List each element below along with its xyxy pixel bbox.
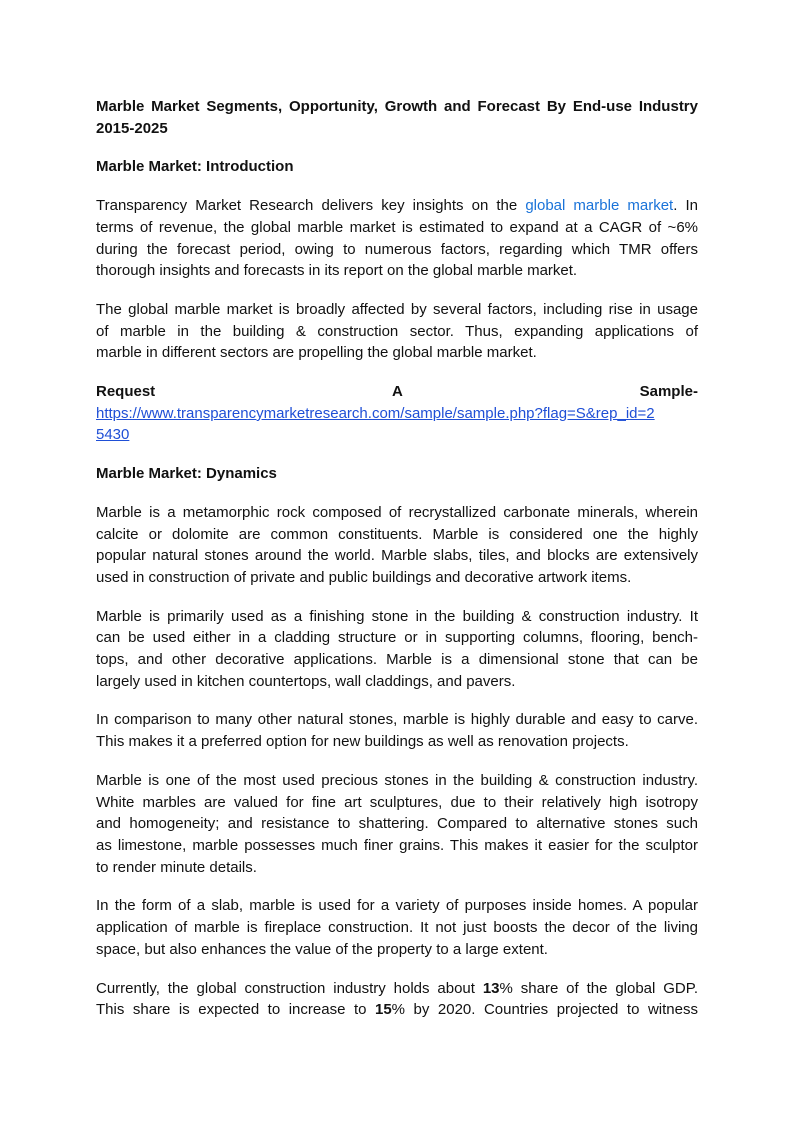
text: This share is expected to increase to	[96, 1001, 375, 1019]
text: Sample-	[639, 383, 698, 401]
text-line: Marble is primarily used as a finishing stone in the building & construction industry. It	[96, 607, 698, 625]
text-line	[96, 195, 698, 217]
dynamics-paragraph	[96, 895, 698, 960]
text: Currently, the global construction industry holds about	[96, 979, 483, 997]
text-line: used in construction of private and public buildings and decorative artwork items.	[96, 568, 632, 586]
text-line: of marble in the building & construction sector. Thus, expanding applications of	[96, 322, 698, 340]
text-line: as limestone, marble possesses much finer grains. This makes it easier for the sculptor	[96, 836, 698, 854]
text-line: popular natural stones around the world. Marble slabs, tiles, and blocks are extensively	[96, 547, 698, 565]
dynamics-paragraph	[96, 606, 698, 693]
text-line: during the forecast period, owing to numerous factors, regarding which TMR offers	[96, 240, 698, 258]
text-line: terms of revenue, the global marble market is estimated to expand at a CAGR of ~6%	[96, 218, 698, 236]
bold-number: 15	[374, 1001, 392, 1019]
text: % by 2020. Countries projected to witness	[391, 1001, 698, 1019]
text: . In	[673, 197, 698, 215]
text-line: calcite or dolomite are common constituents. Marble is considered one the highly	[96, 525, 698, 543]
text-line: largely used in kitchen countertops, wall claddings, and pavers.	[96, 672, 516, 690]
text-line: White marbles are valued for fine art sculptures, due to their relatively high isotropy	[96, 793, 698, 811]
text-line: can be used either in a cladding structure or in supporting columns, flooring, bench-	[96, 629, 698, 647]
text-line: In comparison to many other natural stones, marble is highly durable and easy to carve.	[96, 711, 698, 729]
request-sample-label	[96, 381, 698, 403]
text-line: to render minute details.	[96, 858, 257, 876]
title-line: 2015-2025	[96, 119, 168, 137]
intro-heading: Marble Market: Introduction	[96, 158, 294, 176]
bold-number: 13	[482, 979, 500, 997]
intro-paragraph-2	[96, 299, 698, 364]
gdp-paragraph	[96, 978, 698, 1021]
text-line: application of marble is fireplace construction. It not just boosts the decor of the living	[96, 919, 698, 937]
text-line	[96, 978, 698, 1000]
document-title	[96, 96, 698, 139]
text: A	[391, 383, 403, 401]
sample-url-link[interactable]: https://www.transparencymarketresearch.com/sample/sample.php?flag=S&rep_id=2	[96, 404, 655, 422]
text-line: Marble is a metamorphic rock composed of recrystallized carbonate minerals, wherein	[96, 503, 698, 521]
text-line: space, but also enhances the value of the property to a large extent.	[96, 940, 548, 958]
sample-url-link[interactable]: 5430	[96, 426, 130, 444]
document-page	[96, 96, 698, 1038]
text-line: tops, and other decorative applications. Marble is a dimensional stone that can be	[96, 651, 698, 669]
title-line: Marble Market Segments, Opportunity, Growth and Forecast By End-use Industry	[96, 98, 698, 115]
text-line: In the form of a slab, marble is used for a variety of purposes inside homes. A popular	[96, 897, 698, 915]
text-line: marble in different sectors are propelling the global marble market.	[96, 344, 537, 362]
dynamics-paragraph	[96, 502, 698, 589]
text-line: The global marble market is broadly affected by several factors, including rise in usage	[96, 300, 698, 318]
dynamics-paragraph	[96, 709, 698, 752]
text-line: thorough insights and forecasts in its report on the global marble market.	[96, 262, 578, 280]
global-marble-market-link[interactable]: global marble market	[525, 197, 674, 215]
text-line: and homogeneity; and resistance to shattering. Compared to alternative stones such	[96, 815, 698, 833]
dynamics-heading: Marble Market: Dynamics	[96, 465, 277, 483]
text-line	[96, 999, 698, 1021]
request-sample	[96, 381, 698, 446]
text: Transparency Market Research delivers key insights on the	[96, 197, 526, 215]
text: % share of the global GDP.	[499, 979, 698, 997]
text-line: This makes it a preferred option for new buildings as well as renovation projects.	[96, 733, 629, 751]
text: Request	[96, 383, 156, 401]
dynamics-paragraph	[96, 770, 698, 879]
text-line: Marble is one of the most used precious stones in the building & construction industry.	[96, 771, 698, 789]
intro-paragraph-1	[96, 195, 698, 282]
